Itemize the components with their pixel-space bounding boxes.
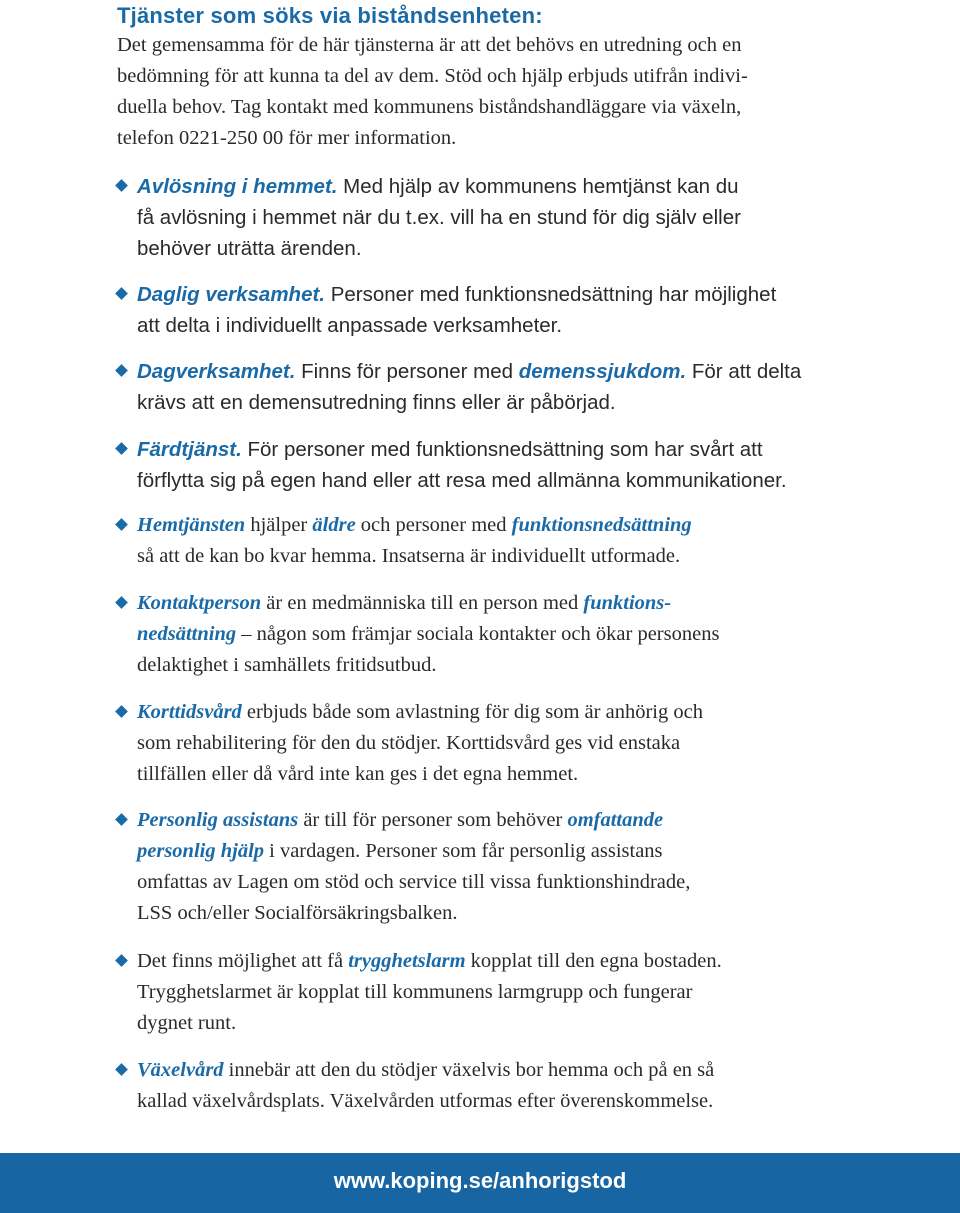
service-text-segment: innebär att den du stödjer växelvis bor hemma och på en så — [223, 1059, 715, 1081]
service-line — [137, 805, 837, 836]
service-text — [137, 434, 837, 496]
service-line: Trygghetslarmet är kopplat till kommunens larmgrupp och fungerar — [137, 981, 693, 1003]
service-term: Färdtjänst. — [137, 438, 242, 461]
service-line — [137, 946, 837, 977]
service-term: Hemtjänsten — [137, 514, 246, 536]
intro-paragraph — [117, 30, 857, 154]
footer-url-link[interactable]: www.koping.se/anhorigstod — [333, 1168, 627, 1193]
diamond-bullet-icon — [115, 1063, 128, 1076]
service-line: förflytta sig på egen hand eller att resa med allmänna kommunikationer. — [137, 469, 787, 492]
service-text-segment: Det finns möjlighet att få — [137, 950, 349, 972]
service-line: som rehabilitering för den du stödjer. Korttidsvård ges vid enstaka — [137, 732, 681, 754]
service-text — [137, 171, 837, 264]
service-text — [137, 697, 837, 790]
service-term-inline: trygghetslarm — [348, 950, 466, 972]
service-line — [137, 279, 837, 310]
service-text-segment: är till för personer som behöver — [298, 809, 568, 831]
service-line — [137, 171, 837, 202]
service-term: Kontaktperson — [137, 592, 262, 614]
service-text-segment: hjälper — [245, 514, 313, 536]
service-term-inline: funktions- — [583, 592, 672, 614]
service-line: tillfällen eller då vård inte kan ges i det egna hemmet. — [137, 763, 579, 785]
service-term: Korttidsvård — [137, 701, 242, 723]
intro-line: duella behov. Tag kontakt med kommunens biståndshandläggare via växeln, — [117, 96, 742, 118]
diamond-bullet-icon — [115, 954, 128, 967]
service-term: Dagverksamhet. — [137, 360, 296, 383]
service-line: dygnet runt. — [137, 1012, 237, 1034]
service-text-segment: Finns för personer med — [295, 360, 519, 383]
intro-line: telefon 0221-250 00 för mer information. — [117, 127, 457, 149]
service-line — [137, 619, 837, 650]
service-line: LSS och/eller Socialförsäkringsbalken. — [137, 902, 458, 924]
service-text — [137, 279, 837, 341]
service-line — [137, 356, 837, 387]
service-text-segment: För att delta — [686, 360, 802, 383]
service-text-segment: – någon som främjar sociala kontakter och ökar personens — [236, 623, 720, 645]
service-line: krävs att en demensutredning finns eller är påbörjad. — [137, 391, 616, 414]
service-line — [137, 588, 837, 619]
service-line: kallad växelvårdsplats. Växelvården utformas efter överenskommelse. — [137, 1090, 714, 1112]
diamond-bullet-icon — [115, 287, 128, 300]
service-term: Växelvård — [137, 1059, 224, 1081]
service-term-inline: omfattande — [567, 809, 664, 831]
service-text — [137, 805, 837, 929]
diamond-bullet-icon — [115, 596, 128, 609]
service-text-segment: i vardagen. Personer som får personlig assistans — [264, 840, 663, 862]
service-text-segment: Med hjälp av kommunens hemtjänst kan du — [337, 175, 739, 198]
service-text-segment: och personer med — [355, 514, 512, 536]
diamond-bullet-icon — [115, 179, 128, 192]
service-text — [137, 356, 837, 418]
service-term-inline: äldre — [312, 514, 356, 536]
service-text-segment: Personer med funktionsnedsättning har möjlighet — [325, 283, 777, 306]
diamond-bullet-icon — [115, 442, 128, 455]
service-line — [137, 697, 837, 728]
diamond-bullet-icon — [115, 813, 128, 826]
intro-line: bedömning för att kunna ta del av dem. Stöd och hjälp erbjuds utifrån indivi- — [117, 65, 748, 87]
diamond-bullet-icon — [115, 364, 128, 377]
diamond-bullet-icon — [115, 518, 128, 531]
service-line — [137, 1055, 837, 1086]
footer-bar — [0, 1153, 960, 1213]
section-heading: Tjänster som söks via biståndsenheten: — [117, 3, 543, 28]
service-line: omfattas av Lagen om stöd och service till vissa funktionshindrade, — [137, 871, 691, 893]
service-term: Personlig assistans — [137, 809, 299, 831]
service-term-inline: nedsättning — [137, 623, 237, 645]
service-text-segment: är en medmänniska till en person med — [261, 592, 584, 614]
service-term: Daglig verksamhet. — [137, 283, 325, 306]
service-text-segment: För personer med funktionsnedsättning som har svårt att — [241, 438, 763, 461]
service-text-segment: kopplat till den egna bostaden. — [465, 950, 722, 972]
service-line: så att de kan bo kvar hemma. Insatserna är individuellt utformade. — [137, 545, 681, 567]
diamond-bullet-icon — [115, 705, 128, 718]
service-term-inline: personlig hjälp — [137, 840, 265, 862]
service-line: behöver uträtta ärenden. — [137, 237, 362, 260]
service-line — [137, 434, 837, 465]
service-line: få avlösning i hemmet när du t.ex. vill ha en stund för dig själv eller — [137, 206, 741, 229]
service-term: Avlösning i hemmet. — [137, 175, 338, 198]
service-text — [137, 510, 837, 572]
service-text — [137, 588, 837, 681]
intro-line: Det gemensamma för de här tjänsterna är att det behövs en utredning och en — [117, 34, 742, 56]
service-text-segment: erbjuds både som avlastning för dig som är anhörig och — [241, 701, 703, 723]
service-line — [137, 510, 837, 541]
service-line — [137, 836, 837, 867]
service-text — [137, 946, 837, 1039]
service-term-inline: demenssjukdom. — [518, 360, 687, 383]
service-text — [137, 1055, 837, 1117]
service-line: delaktighet i samhällets fritidsutbud. — [137, 654, 437, 676]
service-term-inline: funktionsnedsättning — [511, 514, 692, 536]
service-line: att delta i individuellt anpassade verksamheter. — [137, 314, 563, 337]
